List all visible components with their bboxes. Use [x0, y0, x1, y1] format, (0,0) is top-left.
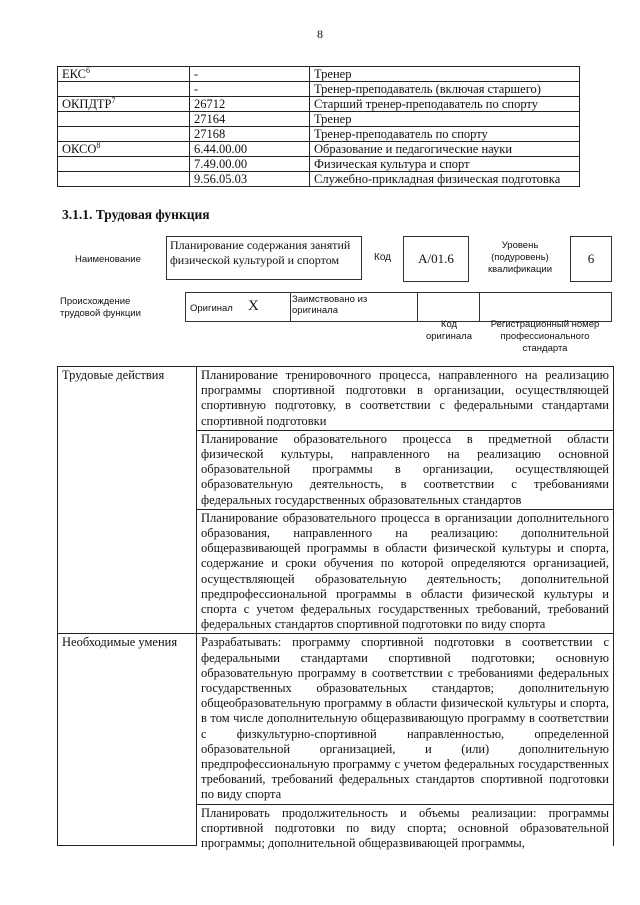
footnote-ref: 6 [86, 65, 90, 75]
classification-row [58, 172, 580, 187]
code-type-text: ЕКС [62, 67, 86, 81]
borrowed-label: Заимствовано из оригинала [292, 294, 368, 316]
classification-code: 6.44.00.00 [190, 142, 310, 157]
skill-item [197, 804, 614, 851]
classification-name: Старший тренер-преподаватель по спорту [310, 97, 580, 112]
classification-name: Тренер-преподаватель (включая старшего) [310, 82, 580, 97]
footnote-ref: 7 [111, 95, 116, 105]
qualification-level-label: Уровень (подуровень) квалификации [487, 240, 553, 275]
classification-row [58, 142, 580, 157]
skill-item-text: Планировать продолжительность и объемы реализации: программы спортивной подготовки по виду спорта; основной образовательной программы; дополнительной общеразвивающей программы, [201, 805, 609, 851]
classification-row [58, 157, 580, 172]
footnote-ref: 8 [96, 140, 101, 150]
classification-code: 26712 [190, 97, 310, 112]
classification-code-type [58, 97, 190, 112]
classification-code-type [58, 67, 190, 82]
classification-code: - [190, 67, 310, 82]
labor-action-item: Планирование тренировочного процесса, направленного на реализацию программы спортивной подготовки в организации, осуществляющей спортивную подготовку, в соответствии с федеральными стандартами спортивной подготовки [197, 367, 614, 431]
function-name-box: Планирование содержания занятий физической культурой и спортом [166, 236, 362, 280]
skill-item: Разрабатывать: программу спортивной подготовки в соответствии с федеральными стандартами спортивной подготовки; основную образовательную программу в соответствии с требованиями федеральных государственных образовательных стандартов; дополнительную общеобразовательную программу в области физической культуры и спорта, в том числе дополнительную общеразвивающую программу в соответствии с физкультурно-спортивной направленностью, определенной образовательной организацией, и (или) дополнительную предпрофессиональную программу с учетом федеральных государственных требований, требований федеральных стандартов спортивной подготовки по виду спорта [197, 634, 614, 804]
classification-row [58, 97, 580, 112]
classification-row [58, 112, 580, 127]
classification-row [58, 82, 580, 97]
qualification-level-box: 6 [570, 236, 612, 282]
code-original-label: Код оригинала [425, 319, 472, 342]
reg-number-label: Регистрационный номер профессионального стандарта [490, 319, 600, 354]
classification-name: Тренер [310, 112, 580, 127]
classification-row [58, 67, 580, 82]
classification-code: 27164 [190, 112, 310, 127]
classification-code-type [58, 82, 190, 97]
function-content-table [57, 366, 614, 851]
classification-name: Служебно-прикладная физическая подготовка [310, 172, 580, 187]
code-type-text: ОКСО [62, 142, 97, 156]
required-skills-label: Необходимые умения [58, 634, 197, 846]
origin-label: Происхождение трудовой функции [60, 296, 141, 319]
classification-code-type [58, 157, 190, 172]
code-original-box [417, 292, 480, 322]
classification-code-type [58, 142, 190, 157]
classification-name: Тренер-преподаватель по спорту [310, 127, 580, 142]
reg-number-box [478, 292, 612, 322]
labor-actions-label: Трудовые действия [58, 367, 197, 634]
classification-code-type [58, 172, 190, 187]
page-number: 8 [317, 27, 323, 41]
original-label: Оригинал [190, 303, 233, 314]
classification-code: 27168 [190, 127, 310, 142]
labor-action-item: Планирование образовательного процесса в предметной области физической культуры, направленного на реализацию основной образовательной программы в организации, осуществляющей образовательную деятельность, в соответствии с требованиями федеральных государственных образовательных стандартов [197, 430, 614, 509]
skill-row [58, 634, 614, 804]
classification-row [58, 127, 580, 142]
code-label: Код [374, 252, 392, 263]
function-code-box: A/01.6 [403, 236, 469, 282]
function-heading: 3.1.1. Трудовая функция [62, 207, 210, 222]
classification-name: Физическая культура и спорт [310, 157, 580, 172]
classification-name: Образование и педагогические науки [310, 142, 580, 157]
labor-action-row [58, 367, 614, 431]
code-type-text: ОКПДТР [62, 97, 112, 111]
classification-code: 9.56.05.03 [190, 172, 310, 187]
labor-action-item: Планирование образовательного процесса в организации дополнительного образования, направленного на реализацию: дополнительной общеразвивающей программы в области физической культуры и спорта, содержание и сроки обучения по которой определяются организацией, осуществляющей образовательную деятельность; дополнительной предпрофессиональной программы в области физической культуры и спорта с учетом федеральных государственных требований, требований федеральных стандартов спортивной подготовки по виду спорта [197, 509, 614, 634]
name-label: Наименование [75, 254, 141, 265]
classification-code: 7.49.00.00 [190, 157, 310, 172]
classification-code-type [58, 112, 190, 127]
classification-code: - [190, 82, 310, 97]
classification-name: Тренер [310, 67, 580, 82]
original-mark: X [248, 298, 259, 314]
classification-table [57, 66, 580, 187]
classification-code-type [58, 127, 190, 142]
